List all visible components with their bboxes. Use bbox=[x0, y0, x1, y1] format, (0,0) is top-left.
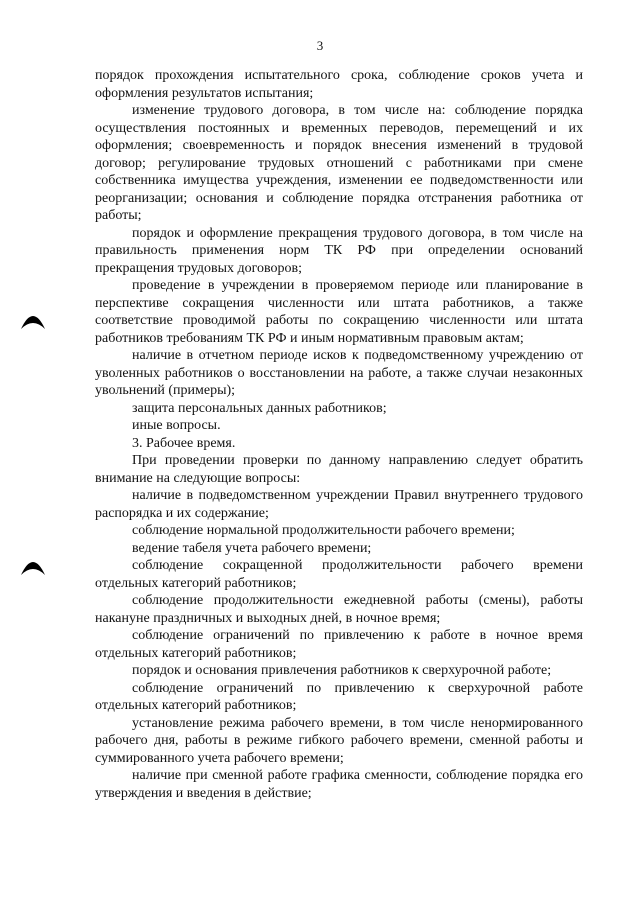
paragraph-lawsuits: наличие в отчетном периоде исков к подведомственному учреждению от уволенных работников о восстановлении на работе, а также случаи незаконных увольнений (примеры); bbox=[95, 348, 583, 398]
paragraph-overtime-grounds: порядок и основания привлечения работников к сверхурочной работе; bbox=[132, 663, 552, 678]
paragraph-reduced-hours: соблюдение сокращенной продолжительности рабочего времени отдельных категорий работников; bbox=[95, 558, 583, 591]
page-number: 3 bbox=[316, 38, 324, 53]
paragraph-personal-data: защита персональных данных работников; bbox=[132, 400, 387, 416]
section-heading-working-time: 3. Рабочее время. bbox=[132, 435, 236, 451]
paragraph-other-questions: иные вопросы. bbox=[132, 418, 221, 433]
paragraph-contract-change: изменение трудового договора, в том числе на: соблюдение порядка осуществления постоянных и временных переводов, перемещений и их оформления; своевременность и порядок внесения изменений в трудовой договор; регулирование трудовых отношений с работниками при смене собственника имущества учреждения, изменении ее подведомственности или реорганизации; основания и соблюдение порядка отстранения работника от работы; bbox=[95, 103, 583, 223]
paragraph-internal-rules: наличие в подведомственном учреждении Правил внутреннего трудового распорядка и их содержание; bbox=[95, 488, 583, 521]
paragraph-inspection-intro: При проведении проверки по данному направлению следует обратить внимание на следующие вопросы: bbox=[95, 453, 583, 486]
punch-hole-mark-lower bbox=[20, 555, 46, 577]
paragraph-probation: порядок прохождения испытательного срока, соблюдение сроков учета и оформления результатов испытания; bbox=[95, 68, 583, 101]
punch-hole-mark-upper bbox=[20, 309, 46, 331]
paragraph-staff-reduction: проведение в учреждении в проверяемом периоде или планирование в перспективе сокращения численности или штата работников, а также соответствие проводимой работы по сокращению численности или штата работников требованиям ТК РФ и иным нормативным правовым актам; bbox=[95, 278, 583, 346]
paragraph-work-regime: установление режима рабочего времени, в том числе ненормированного рабочего дня, работы в режиме гибкого рабочего времени, сменной работы и суммированного учета рабочего времени; bbox=[95, 715, 583, 766]
paragraph-timesheet: ведение табеля учета рабочего времени; bbox=[132, 540, 372, 556]
paragraph-daily-shift: соблюдение продолжительности ежедневной работы (смены), работы накануне праздничных и выходных дней, в ночное время; bbox=[95, 593, 583, 626]
paragraph-normal-hours: соблюдение нормальной продолжительности рабочего времени; bbox=[132, 523, 515, 538]
document-body bbox=[95, 67, 583, 802]
paragraph-contract-termination: порядок и оформление прекращения трудового договора, в том числе на правильность применения норм ТК РФ при определении оснований прекращения трудовых договоров; bbox=[95, 225, 583, 276]
paragraph-overtime-limits: соблюдение ограничений по привлечению к сверхурочной работе отдельных категорий работников; bbox=[95, 680, 583, 713]
paragraph-shift-schedule: наличие при сменной работе графика сменности, соблюдение порядка его утверждения и введения в действие; bbox=[95, 768, 583, 801]
paragraph-night-work: соблюдение ограничений по привлечению к работе в ночное время отдельных категорий работников; bbox=[95, 628, 583, 661]
